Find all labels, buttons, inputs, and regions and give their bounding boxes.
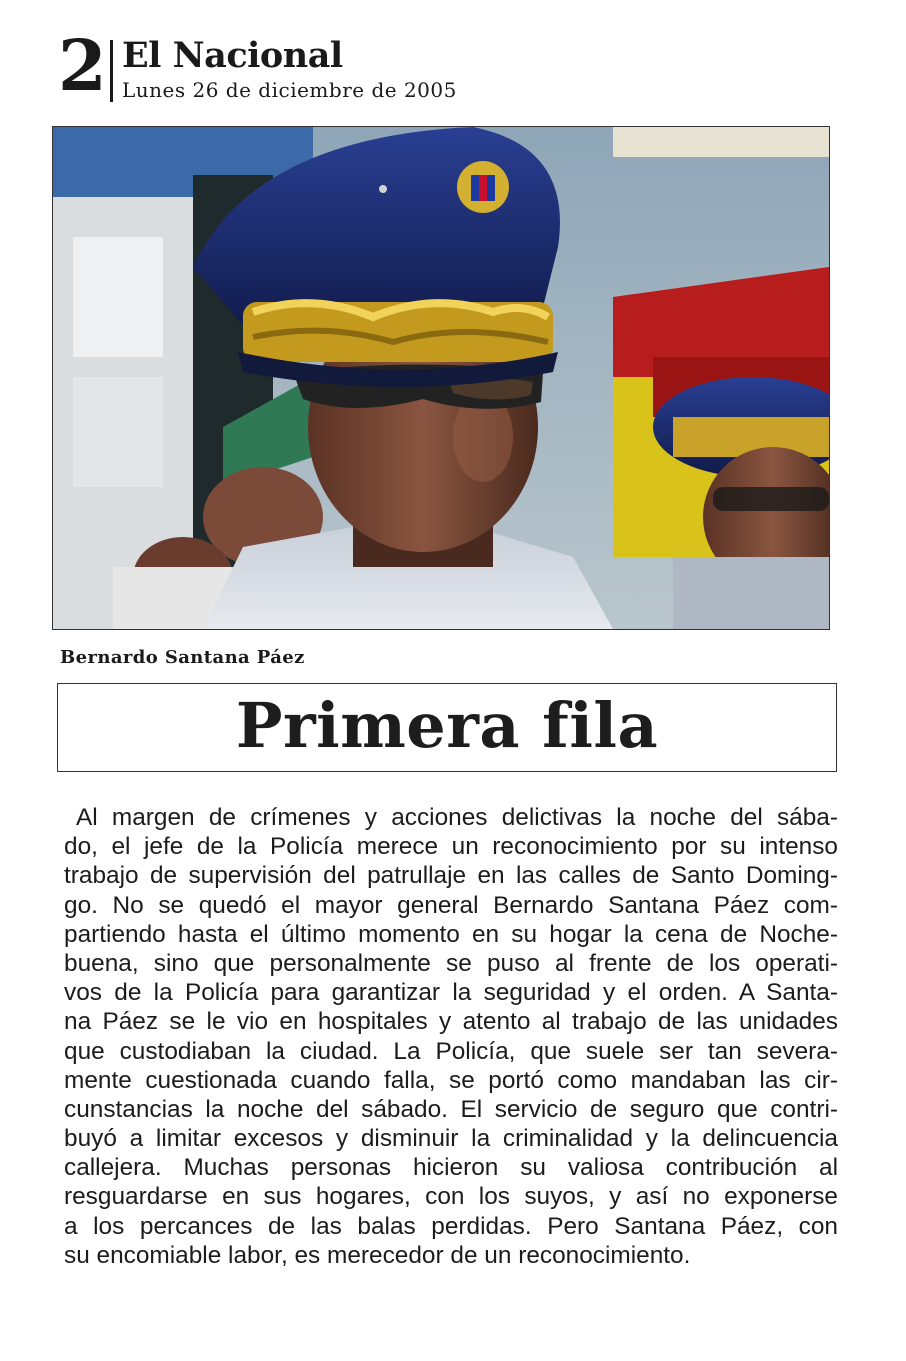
- headline-box: [57, 683, 837, 772]
- masthead: [58, 24, 578, 107]
- article-line: su encomiable labor, es merecedor de un reconocimiento.: [64, 1241, 691, 1269]
- article-line: buena, sino que personalmente se puso al frente de los operati-: [64, 949, 838, 977]
- article-line: vos de la Policía para garantizar la seguridad y el orden. A Santa-: [64, 979, 838, 1007]
- publication-date: Lunes 26 de diciembre de 2005: [122, 78, 457, 102]
- article-line: buyó a limitar excesos y disminuir la criminalidad y la delincuencia: [64, 1125, 838, 1153]
- article-line: partiendo hasta el último momento en su hogar la cena de Noche-: [64, 920, 838, 948]
- article-line: cunstancias la noche del sábado. El servicio de seguro que contri-: [64, 1095, 838, 1123]
- article-line: Al margen de crímenes y acciones delictivas la noche del sába-: [76, 804, 838, 831]
- photo-illustration: [53, 127, 829, 629]
- masthead-divider: [110, 40, 113, 102]
- article-line: callejera. Muchas personas hicieron su valiosa contribución al: [64, 1154, 838, 1182]
- article-line: resguardarse en sus hogares, con los suyos, y así no exponerse: [64, 1183, 838, 1211]
- article-line: do, el jefe de la Policía merece un reconocimiento por su intenso: [64, 833, 838, 861]
- article-line: mente cuestionada cuando falla, se portó como mandaban las cir-: [64, 1066, 838, 1094]
- article-line: go. No se quedó el mayor general Bernardo Santana Páez com-: [64, 891, 838, 919]
- headline: Primera fila: [235, 689, 659, 762]
- article-line: a los percances de las balas perdidas. Pero Santana Páez, con: [64, 1212, 838, 1240]
- article-line: na Páez se le vio en hospitales y atento al trabajo de las unidades: [64, 1008, 838, 1036]
- page-number: 2: [58, 24, 107, 107]
- article-body: [64, 803, 838, 1270]
- photo-caption: Bernardo Santana Páez: [60, 647, 305, 668]
- article-line: trabajo de supervisión del patrullaje en las calles de Santo Doming-: [64, 862, 838, 890]
- newspaper-name: El Nacional: [122, 35, 343, 76]
- article-photo: [52, 126, 830, 630]
- article-line: que custodiaban la ciudad. La Policía, que suele ser tan severa-: [64, 1037, 838, 1065]
